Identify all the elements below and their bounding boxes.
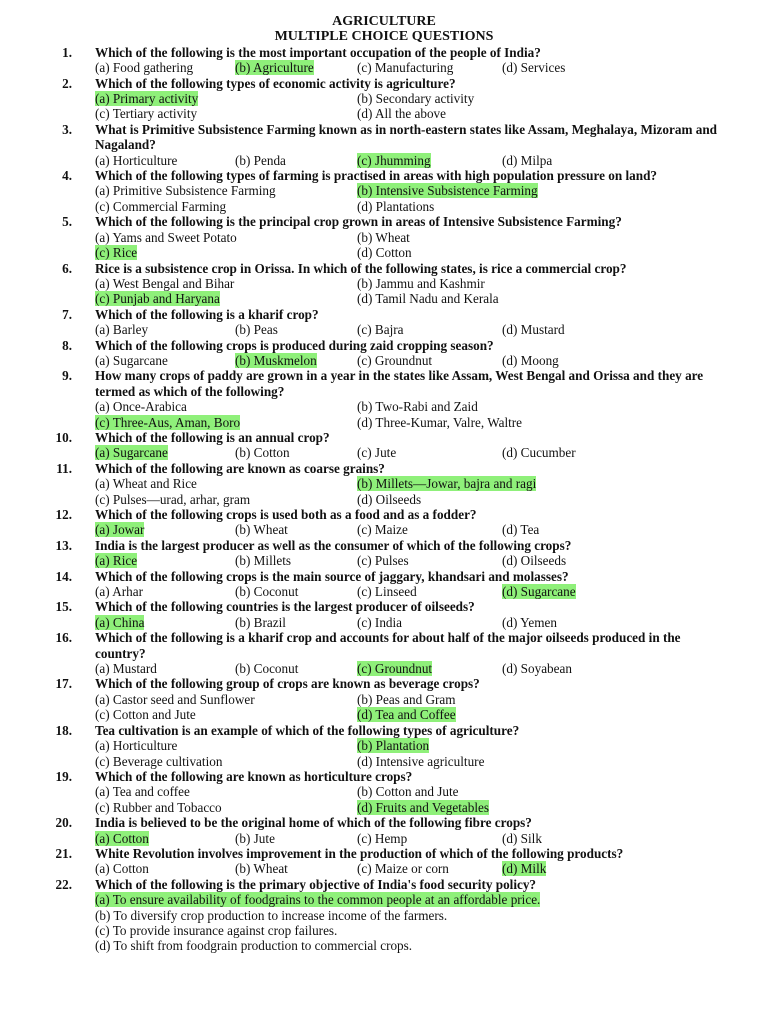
option-list (95, 892, 724, 954)
option-text: (c) Tertiary activity (95, 106, 198, 122)
option (357, 692, 619, 707)
option-text: (c) Cotton and Jute (95, 707, 196, 723)
question-text: White Revolution involves improvement in the production of which of the following products? (95, 845, 624, 861)
option-list (95, 661, 724, 676)
option (502, 322, 659, 337)
highlighted-answer: (a) Primary activity (95, 91, 199, 107)
option (502, 584, 659, 599)
question-text: India is the largest producer as well as the consumer of which of the following crops? (95, 537, 572, 553)
question-text: What is Primitive Subsistence Farming known as in north-eastern states like Assam, Meghalaya, Mizoram and Nagaland? (95, 121, 717, 153)
option-text: (b) Cotton and Jute (357, 784, 459, 800)
question-number: 6. (62, 260, 72, 276)
option-text: (c) Rubber and Tobacco (95, 799, 222, 815)
option-text: (c) Maize or corn (357, 861, 449, 877)
question-number: 17. (55, 676, 72, 692)
question-number: 14. (55, 568, 72, 584)
question-item (0, 599, 768, 630)
question-item (0, 461, 768, 507)
option (235, 584, 357, 599)
option-list (95, 522, 724, 537)
option (95, 584, 235, 599)
option-text: (b) Jammu and Kashmir (357, 275, 485, 291)
question-item (0, 307, 768, 338)
question-text: How many crops of paddy are grown in a year in the states like Assam, West Bengal and Orissa and they are termed as which of the following? (95, 368, 704, 399)
highlighted-answer: (d) Tea and Coffee (357, 707, 456, 723)
highlighted-answer: (b) Muskmelon (235, 352, 317, 368)
option (357, 322, 502, 337)
highlighted-answer: (a) Cotton (95, 830, 149, 846)
option-list (95, 615, 724, 630)
option (95, 908, 724, 923)
question-item (0, 76, 768, 122)
option-text: (a) West Bengal and Bihar (95, 275, 235, 291)
question-number: 21. (55, 845, 72, 861)
option (357, 230, 619, 245)
highlighted-answer: (a) Jowar (95, 522, 145, 538)
question-number: 16. (55, 630, 72, 646)
option-text: (c) Beverage cultivation (95, 753, 223, 769)
question-text: Which of the following types of farming is practised in areas with high population pressure on land? (95, 168, 658, 184)
question-item (0, 723, 768, 769)
option-text: (c) Pulses (357, 553, 409, 569)
question-list (0, 45, 768, 954)
option (502, 615, 659, 630)
highlighted-answer: (c) Rice (95, 245, 138, 261)
option-list (95, 784, 724, 815)
option (95, 784, 357, 799)
option-text: (c) Pulses—urad, arhar, gram (95, 491, 251, 507)
question-text: Which of the following is an annual crop? (95, 429, 330, 445)
question-text: Which of the following crops is used both as a food and as a fodder? (95, 507, 477, 522)
option (357, 415, 619, 430)
option (357, 707, 619, 722)
option-list (95, 831, 724, 846)
option-text: (d) All the above (357, 106, 446, 122)
option-text: (a) Cotton (95, 861, 149, 877)
option-text: (d) Intensive agriculture (357, 753, 485, 769)
option-text: (d) Moong (502, 352, 559, 368)
question-item (0, 45, 768, 76)
option-text: (d) Soyabean (502, 661, 572, 677)
highlighted-answer: (a) Rice (95, 553, 138, 569)
highlighted-answer: (c) Jhumming (357, 152, 431, 168)
option-text: (d) Silk (502, 830, 542, 846)
option (95, 276, 357, 291)
option (357, 106, 619, 121)
question-item (0, 214, 768, 260)
option-text: (a) Sugarcane (95, 352, 168, 368)
question-number: 1. (62, 44, 72, 60)
option-list (95, 476, 724, 507)
option-text: (c) Commercial Farming (95, 198, 227, 214)
option-text: (a) Arhar (95, 584, 143, 600)
option (502, 353, 659, 368)
question-number: 12. (55, 507, 72, 522)
option (235, 60, 357, 75)
question-number: 2. (62, 75, 72, 91)
question-number: 4. (62, 168, 72, 184)
option (357, 183, 619, 198)
option (502, 445, 659, 460)
highlighted-answer: (b) Agriculture (235, 60, 314, 76)
question-number: 3. (62, 121, 72, 137)
option-text: (c) Linseed (357, 584, 417, 600)
question-text: India is believed to be the original home of which of the following fibre crops? (95, 815, 532, 831)
option-text: (d) Oilseeds (502, 553, 567, 569)
option (357, 861, 502, 876)
question-item (0, 168, 768, 214)
question-item (0, 769, 768, 815)
option (95, 492, 357, 507)
option (95, 322, 235, 337)
question-text: Which of the following are known as coarse grains? (95, 460, 385, 476)
option (502, 153, 659, 168)
option-text: (c) Maize (357, 522, 408, 538)
option-text: (b) Penda (235, 152, 286, 168)
question-item (0, 569, 768, 600)
option (357, 522, 502, 537)
question-text: Tea cultivation is an example of which of the following types of agriculture? (95, 722, 520, 738)
option (95, 245, 357, 260)
option (357, 754, 619, 769)
option (235, 861, 357, 876)
highlighted-answer: (d) Fruits and Vegetables (357, 799, 489, 815)
option (95, 476, 357, 491)
question-item (0, 122, 768, 168)
option-text: (a) Castor seed and Sunflower (95, 691, 255, 707)
option-text: (d) Plantations (357, 198, 435, 214)
option (95, 415, 357, 430)
option (235, 522, 357, 537)
option (95, 615, 235, 630)
option-text: (a) Primitive Subsistence Farming (95, 183, 276, 199)
question-text: Which of the following types of economic activity is agriculture? (95, 75, 456, 91)
option (357, 153, 502, 168)
option-list (95, 276, 724, 307)
option-text: (b) Coconut (235, 661, 299, 677)
option (502, 661, 659, 676)
option (95, 353, 235, 368)
option (95, 183, 357, 198)
option-list (95, 183, 724, 214)
question-number: 20. (55, 815, 72, 831)
option (502, 522, 659, 537)
option-text: (d) Tamil Nadu and Kerala (357, 291, 499, 307)
option (235, 353, 357, 368)
option (357, 476, 619, 491)
option-list (95, 353, 724, 368)
question-number: 11. (56, 460, 72, 476)
option (235, 831, 357, 846)
option-text: (d) Three-Kumar, Valre, Waltre (357, 414, 523, 430)
question-number: 19. (55, 768, 72, 784)
option-list (95, 399, 724, 430)
option (502, 861, 659, 876)
option (95, 153, 235, 168)
option-text: (c) To provide insurance against crop failures. (95, 922, 338, 938)
option (357, 615, 502, 630)
option (502, 60, 659, 75)
option-text: (a) Wheat and Rice (95, 476, 197, 492)
option (95, 60, 235, 75)
option (95, 923, 724, 938)
option (95, 445, 235, 460)
option-text: (b) Wheat (357, 229, 410, 245)
option (95, 230, 357, 245)
option-list (95, 153, 724, 168)
option-text: (a) Horticulture (95, 152, 178, 168)
option (357, 784, 619, 799)
question-text: Which of the following countries is the largest producer of oilseeds? (95, 599, 475, 615)
question-text: Which of the following is a kharif crop and accounts for about half of the major oilseeds produced in the country? (95, 630, 681, 661)
option-list (95, 738, 724, 769)
option (357, 800, 619, 815)
option (95, 522, 235, 537)
question-text: Which of the following group of crops are known as beverage crops? (95, 676, 480, 692)
option-text: (d) Oilseeds (357, 491, 422, 507)
option (95, 106, 357, 121)
option (357, 245, 619, 260)
option-text: (d) Cotton (357, 245, 412, 261)
option (95, 831, 235, 846)
question-number: 18. (55, 722, 72, 738)
question-text: Which of the following is the most important occupation of the people of India? (95, 44, 541, 60)
option-list (95, 60, 724, 75)
highlighted-answer: (a) Sugarcane (95, 445, 168, 461)
option-text: (d) Cucumber (502, 445, 576, 461)
option (357, 353, 502, 368)
question-number: 22. (55, 876, 72, 892)
question-number: 15. (55, 599, 72, 615)
option (95, 861, 235, 876)
highlighted-answer: (c) Groundnut (357, 661, 433, 677)
option-text: (b) Peas and Gram (357, 691, 456, 707)
option-text: (a) Food gathering (95, 60, 194, 76)
highlighted-answer: (d) Sugarcane (502, 584, 576, 600)
option-text: (a) Yams and Sweet Potato (95, 229, 237, 245)
option (357, 199, 619, 214)
highlighted-answer: (b) Intensive Subsistence Farming (357, 183, 538, 199)
option (502, 553, 659, 568)
option (357, 584, 502, 599)
option-list (95, 553, 724, 568)
option-text: (a) Tea and coffee (95, 784, 190, 800)
option (357, 399, 619, 414)
question-item (0, 630, 768, 676)
option-text: (b) Two-Rabi and Zaid (357, 399, 478, 415)
option-text: (c) Groundnut (357, 352, 433, 368)
option (235, 615, 357, 630)
option-list (95, 91, 724, 122)
question-number: 10. (55, 429, 72, 445)
option (95, 754, 357, 769)
page-title: AGRICULTURE (332, 14, 436, 29)
option (95, 553, 235, 568)
question-item (0, 338, 768, 369)
question-number: 9. (62, 368, 72, 384)
option-text: (d) Tea (502, 522, 540, 538)
question-number: 8. (62, 337, 72, 353)
question-text: Which of the following crops is the main source of jaggary, khandsari and molasses? (95, 568, 569, 584)
option (357, 831, 502, 846)
option (95, 399, 357, 414)
option-text: (d) Milpa (502, 152, 553, 168)
option (235, 553, 357, 568)
option-text: (d) Services (502, 60, 566, 76)
question-item (0, 430, 768, 461)
option-list (95, 445, 724, 460)
option (357, 91, 619, 106)
option (357, 661, 502, 676)
option-text: (b) Wheat (235, 861, 288, 877)
option-text: (b) Coconut (235, 584, 299, 600)
option (357, 276, 619, 291)
option (235, 153, 357, 168)
option (95, 800, 357, 815)
highlighted-answer: (a) China (95, 614, 145, 630)
option-text: (d) Yemen (502, 614, 557, 630)
highlighted-answer: (b) Plantation (357, 738, 430, 754)
option (95, 291, 357, 306)
question-text: Which of the following is the principal crop grown in areas of Intensive Subsistence Farming? (95, 214, 622, 230)
option-list (95, 230, 724, 261)
question-text: Rice is a subsistence crop in Orissa. In which of the following states, is rice a commercial crop? (95, 260, 627, 276)
option-text: (d) To shift from foodgrain production to commercial crops. (95, 938, 413, 954)
option-text: (a) Barley (95, 322, 149, 338)
question-text: Which of the following crops is produced during zaid cropping season? (95, 337, 494, 353)
question-item (0, 261, 768, 307)
option-text: (b) Brazil (235, 614, 286, 630)
option (235, 661, 357, 676)
highlighted-answer: (c) Punjab and Haryana (95, 291, 220, 307)
option-text: (b) To diversify crop production to increase income of the farmers. (95, 907, 448, 923)
question-item (0, 815, 768, 846)
option-text: (c) Manufacturing (357, 60, 454, 76)
option-text: (b) Peas (235, 322, 278, 338)
question-text: Which of the following are known as horticulture crops? (95, 768, 413, 784)
mcq-page (0, 14, 768, 954)
option-text: (c) India (357, 614, 403, 630)
highlighted-answer: (c) Three-Aus, Aman, Boro (95, 414, 241, 430)
option (95, 738, 357, 753)
option (95, 661, 235, 676)
option-text: (b) Cotton (235, 445, 290, 461)
question-item (0, 877, 768, 954)
option-list (95, 584, 724, 599)
option (95, 199, 357, 214)
question-number: 5. (62, 214, 72, 230)
option (357, 492, 619, 507)
option (95, 938, 724, 953)
option (357, 445, 502, 460)
option (95, 692, 357, 707)
question-text: Which of the following is the primary objective of India's food security policy? (95, 876, 537, 892)
question-item (0, 846, 768, 877)
option (95, 892, 724, 907)
option (357, 60, 502, 75)
option (357, 291, 619, 306)
question-item (0, 368, 768, 430)
option-text: (d) Mustard (502, 322, 565, 338)
question-item (0, 507, 768, 538)
question-item (0, 676, 768, 722)
question-number: 13. (55, 537, 72, 553)
question-text: Which of the following is a kharif crop? (95, 306, 319, 322)
option (502, 831, 659, 846)
highlighted-answer: (d) Milk (502, 861, 547, 877)
option-text: (b) Millets (235, 553, 292, 569)
option (357, 553, 502, 568)
option-text: (b) Wheat (235, 522, 288, 538)
highlighted-answer: (a) To ensure availability of foodgrains to the common people at an affordable price. (95, 892, 541, 908)
option-text: (b) Jute (235, 830, 275, 846)
option-text: (a) Horticulture (95, 738, 178, 754)
option-text: (c) Jute (357, 445, 397, 461)
option (95, 707, 357, 722)
option-text: (c) Bajra (357, 322, 404, 338)
highlighted-answer: (b) Millets—Jowar, bajra and ragi (357, 476, 537, 492)
option-text: (b) Secondary activity (357, 91, 475, 107)
option (235, 445, 357, 460)
option (357, 738, 619, 753)
page-subtitle: MULTIPLE CHOICE QUESTIONS (274, 29, 494, 45)
option-list (95, 322, 724, 337)
option-text: (c) Hemp (357, 830, 408, 846)
option (95, 91, 357, 106)
question-item (0, 538, 768, 569)
option-text: (a) Mustard (95, 661, 157, 677)
option-list (95, 861, 724, 876)
option (235, 322, 357, 337)
question-number: 7. (62, 306, 72, 322)
option-list (95, 692, 724, 723)
option-text: (a) Once-Arabica (95, 399, 187, 415)
